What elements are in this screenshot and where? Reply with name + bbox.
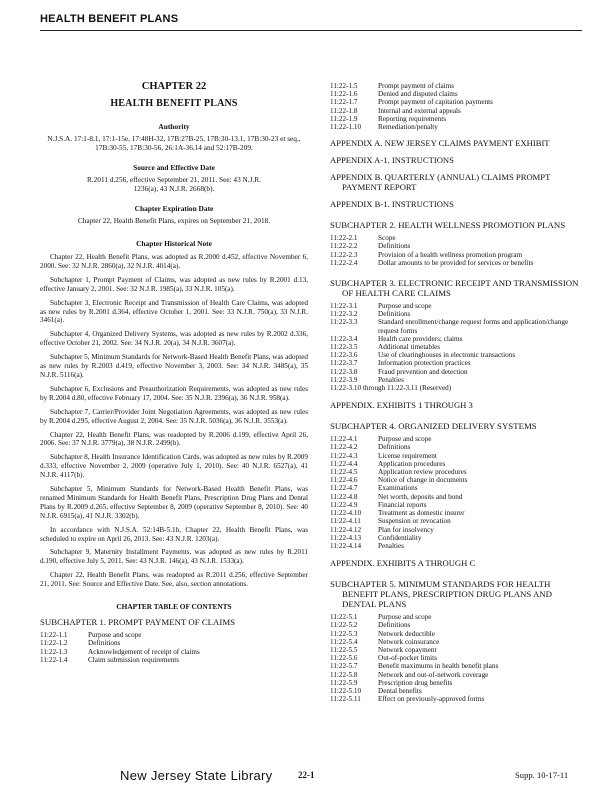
left-column <box>40 81 308 664</box>
toc-entry[interactable]: 11:22-5.7 Benefit maximums in health benefit plans <box>330 662 499 671</box>
toc-entry[interactable]: 11:22-3.9 Penalties <box>330 375 404 384</box>
subchapter-1-title: SUBCHAPTER 1. PROMPT PAYMENT OF CLAIMS <box>40 617 236 628</box>
toc-entry[interactable]: 11:22-4.3 License requirement <box>330 451 437 460</box>
toc-entry[interactable]: 11:22-1.6 Denied and disputed claims <box>330 90 458 99</box>
history-paragraph: Subchapter 3, Electronic Receipt and Transmission of Health Care Claims, was adopted as new rules by R.2001 d.364, effective October 1, 2001. See: 33 N.J.R. 750(a), 33 N.J.R. 3461(a). <box>40 298 308 325</box>
history-paragraph: Chapter 22, Health Benefit Plans, was readopted as R.2011 d.256, effective September 21, 2011. See: Source and Effective Date. See, also, section annotations. <box>40 571 308 589</box>
source-text: R.2011 d.256, effective September 21, 2011. See: 43 N.J.R. 1236(a), 43 N.J.R. 2668(b). <box>86 175 262 193</box>
toc-entry[interactable]: 11:22-2.4 Dollar amounts to be provided for services or benefits <box>330 258 534 267</box>
appendix-exhibits-1-3[interactable]: APPENDIX. EXHIBITS 1 THROUGH 3 <box>330 400 473 411</box>
history-paragraph: Subchapter 1, Prompt Payment of Claims, was adopted as new rules by R.2001 d.13, effective January 2, 2001. See: 32 N.J.R. 1985(a), 33 N.J.R. 105(a). <box>40 275 308 293</box>
toc-entry[interactable]: 11:22-5.9 Prescription drug benefits <box>330 678 453 687</box>
toc-entry[interactable]: 11:22-1.1 Purpose and scope <box>40 631 142 640</box>
appendix-exhibits-a-c[interactable]: APPENDIX. EXHIBITS A THROUGH C <box>330 558 476 569</box>
toc-entry[interactable]: 11:22-4.10 Treatment as domestic insurer <box>330 509 465 518</box>
source-heading: Source and Effective Date <box>133 163 215 172</box>
appendix-a[interactable]: APPENDIX A. NEW JERSEY CLAIMS PAYMENT EXHIBIT <box>330 138 550 149</box>
subchapter-2-entries <box>330 234 584 267</box>
appendix-b[interactable]: APPENDIX B. QUARTERLY (ANNUAL) CLAIMS PROMPT PAYMENT REPORT <box>330 172 551 193</box>
authority-text: N.J.S.A. 17:1-8.1, 17:1-15e, 17:48H-32, 17B:27B-25, 17B:30-13.1, 17B:30-23 et seq., 17B:30-55, 17B:30-56, 26:1A-36.14 and 52:17B-209. <box>47 134 301 152</box>
toc-entry[interactable]: 11:22-5.11 Effect on previously-approved forms <box>330 695 485 704</box>
history-paragraph: Subchapter 4, Organized Delivery Systems, was adopted as new rules by R.2002 d.336, effective October 21, 2002. See: 34 N.J.R. 20(a), 34 N.J.R. 3607(a). <box>40 330 308 348</box>
subchapter-4-title: SUBCHAPTER 4. ORGANIZED DELIVERY SYSTEMS <box>330 421 537 432</box>
toc-entry[interactable]: 11:22-3.7 Information protection practices <box>330 359 471 368</box>
toc-entry[interactable]: 11:22-1.4 Claim submission requirements <box>40 655 180 664</box>
toc-entry[interactable]: 11:22-4.2 Definitions <box>330 443 411 452</box>
toc-entry[interactable]: 11:22-4.12 Plan for insolvency <box>330 525 434 534</box>
history-paragraph: Subchapter 9, Maternity Installment Payments, was adopted as new rules by R.2011 d.190, effective July 5, 2011. See: 43 N.J.R. 146(a), 43 N.J.R. 1533(a). <box>40 548 308 566</box>
toc-entry[interactable]: 11:22-3.5 Additional timetables <box>330 343 441 352</box>
toc-entry[interactable]: 11:22-1.2 Definitions <box>40 639 121 648</box>
library-watermark: New Jersey State Library <box>120 768 273 783</box>
toc-entry[interactable]: 11:22-3.2 Definitions <box>330 310 411 319</box>
toc-entry[interactable]: 11:22-5.4 Network coinsurance <box>330 637 440 646</box>
toc-entry[interactable]: 11:22-4.6 Notice of change in documents <box>330 476 468 485</box>
toc-entry[interactable]: 11:22-4.11 Suspension or revocation <box>330 517 451 526</box>
toc-entry[interactable]: 11:22-4.5 Application review procedures <box>330 468 467 477</box>
authority-heading: Authority <box>158 122 190 131</box>
expiration-heading: Chapter Expiration Date <box>134 204 214 213</box>
chapter-number: CHAPTER 22 <box>141 81 207 92</box>
chapter-heading <box>40 81 308 109</box>
toc-entry[interactable]: 11:22-1.5 Prompt payment of claims <box>330 82 455 90</box>
toc-entry[interactable]: 11:22-3.4 Health care providers; claims <box>330 334 463 343</box>
toc-entry[interactable]: 11:22-4.13 Confidentiality <box>330 533 422 542</box>
history-paragraph: Chapter 22, Health Benefit Plans, was adopted as R.2000 d.452, effective November 6, 2000. See: 32 N.J.R. 2860(a), 32 N.J.R. 4014(a). <box>40 253 308 270</box>
history-paragraph: Subchapter 5, Minimum Standards for Network-Based Health Benefit Plans, was adopted as new rules by R.2003 d.419, effective November 3, 2003. See: 34 N.J.R. 3485(a), 35 N.J.R. 5116(a). <box>40 353 308 379</box>
toc-entry[interactable]: 11:22-4.7 Examinations <box>330 484 418 493</box>
history-paragraph: Subchapter 7, Carrier/Provider Joint Negotiation Agreements, was adopted as new rules by R.2004 d.295, effective August 2, 2004. See: 35 N.J.R. 5036(a), 36 N.J.R. 3553(a). <box>40 407 308 425</box>
toc-entry[interactable]: 11:22-5.8 Network and out-of-network coverage <box>330 670 489 679</box>
supplement-date: Supp. 10-17-11 <box>515 770 569 780</box>
history-paragraph: In accordance with N.J.S.A. 52:14B-5.1b, Chapter 22, Health Benefit Plans, was scheduled to expire on April 26, 2013. See: 43 N.J.R. 1203(a). <box>40 525 308 543</box>
toc-entry[interactable]: 11:22-3.1 Purpose and scope <box>330 302 432 311</box>
toc-entry[interactable]: 11:22-4.1 Purpose and scope <box>330 435 432 444</box>
toc-entry[interactable]: 11:22-1.3 Acknowledgement of receipt of claims <box>40 647 200 656</box>
toc-entry[interactable]: 11:22-4.14 Penalties <box>330 541 404 550</box>
toc-entry[interactable]: 11:22-1.9 Reporting requirements <box>330 114 447 123</box>
subchapter-1-entries-right <box>330 82 584 131</box>
toc-entry[interactable]: 11:22-2.1 Scope <box>330 234 396 243</box>
expiration-text: Chapter 22, Health Benefit Plans, expires on September 21, 2018. <box>77 216 271 225</box>
subchapter-5-title: SUBCHAPTER 5. MINIMUM STANDARDS FOR HEALTH BENEFIT PLANS, PRESCRIPTION DRUG PLANS AND DENTAL PLANS <box>330 579 553 610</box>
page-number: 22-1 <box>298 770 315 780</box>
toc-entry[interactable]: 11:22-5.5 Network copayment <box>330 645 437 654</box>
chapter-title: HEALTH BENEFIT PLANS <box>110 98 238 109</box>
subchapter-3-title: SUBCHAPTER 3. ELECTRONIC RECEIPT AND TRANSMISSION OF HEALTH CARE CLAIMS <box>330 278 579 299</box>
appendix-a-1[interactable]: APPENDIX A-1. INSTRUCTIONS <box>330 155 454 166</box>
toc-entry[interactable]: 11:22-3.3 Standard enrollment/change request forms and application/change request forms <box>330 318 569 335</box>
toc-entry[interactable]: 11:22-1.8 Internal and external appeals <box>330 106 461 115</box>
history-paragraph: Subchapter 8, Health Insurance Identification Cards, was adopted as new rules by R.2009 d.333, effective November 2, 2009 (operative July 1, 2010). See: 40 N.J.R. 6527(a), 41 N.J.R. 4117(b). <box>40 453 308 480</box>
toc-heading: CHAPTER TABLE OF CONTENTS <box>116 602 232 612</box>
right-column <box>330 82 584 703</box>
toc-entry[interactable]: 11:22-4.9 Financial reports <box>330 500 427 509</box>
toc-entry[interactable]: 11:22-4.8 Net worth, deposits and bond <box>330 492 463 501</box>
toc-entry[interactable]: 11:22-5.3 Network deductible <box>330 629 435 638</box>
history-heading: Chapter Historical Note <box>136 239 212 248</box>
history-paragraph: Chapter 22, Health Benefit Plans, was readopted by R.2006 d.199, effective April 26, 2006. See: 37 N.J.R. 3779(a), 38 N.J.R. 2499(b). <box>40 430 308 448</box>
subchapter-1-entries-left <box>40 631 308 664</box>
toc-entry[interactable]: 11:22-5.6 Out-of-pocket limits <box>330 654 437 663</box>
header-rule <box>40 30 582 31</box>
running-head: HEALTH BENEFIT PLANS <box>40 13 179 25</box>
history-paragraph: Subchapter 6, Exclusions and Preauthorization Requirements, was adopted as new rules by R.2004 d.80, effective February 17, 2004. See: 35 N.J.R. 2396(a), 36 N.J.R. 958(a). <box>40 384 308 402</box>
toc-entry[interactable]: 11:22-3.8 Fraud prevention and detection <box>330 367 468 376</box>
toc-entry[interactable]: 11:22-1.10 Remediation/penalty <box>330 123 438 132</box>
toc-entry[interactable]: 11:22-1.7 Prompt payment of capitation payments <box>330 98 493 107</box>
toc-entry[interactable]: 11:22-2.3 Provision of a health wellness promotion program <box>330 250 523 259</box>
toc-entry[interactable]: 11:22-5.2 Definitions <box>330 621 411 630</box>
appendix-b-1[interactable]: APPENDIX B-1. INSTRUCTIONS <box>330 199 454 210</box>
toc-entry[interactable]: 11:22-4.4 Application procedures <box>330 459 446 468</box>
toc-entry[interactable]: 11:22-3.6 Use of clearinghouses in electronic transactions <box>330 351 516 360</box>
toc-entry[interactable]: 11:22-5.1 Purpose and scope <box>330 613 432 622</box>
toc-entry[interactable]: 11:22-2.2 Definitions <box>330 242 411 251</box>
subchapter-5-entries <box>330 613 584 703</box>
subchapter-4-entries <box>330 435 584 550</box>
toc-entry-reserved[interactable]: 11:22-3.10 through 11:22-3.11 (Reserved) <box>330 384 452 393</box>
subchapter-2-title: SUBCHAPTER 2. HEALTH WELLNESS PROMOTION PLANS <box>330 220 566 231</box>
subchapter-3-entries <box>330 302 584 392</box>
toc-entry[interactable]: 11:22-5.10 Dental benefits <box>330 686 422 695</box>
history-paragraph: Subchapter 5, Minimum Standards for Network-Based Health Benefit Plans, was renamed Minimum Standards for Health Benefit Plans, Prescription Drug Plans and Dental Plans by R.2009 d.265, effective September 8, 2009 (operative September 8, 2010). See: 40 N.J.R. 6915(a), 41 N.J.R. 3302(b). <box>40 485 308 520</box>
